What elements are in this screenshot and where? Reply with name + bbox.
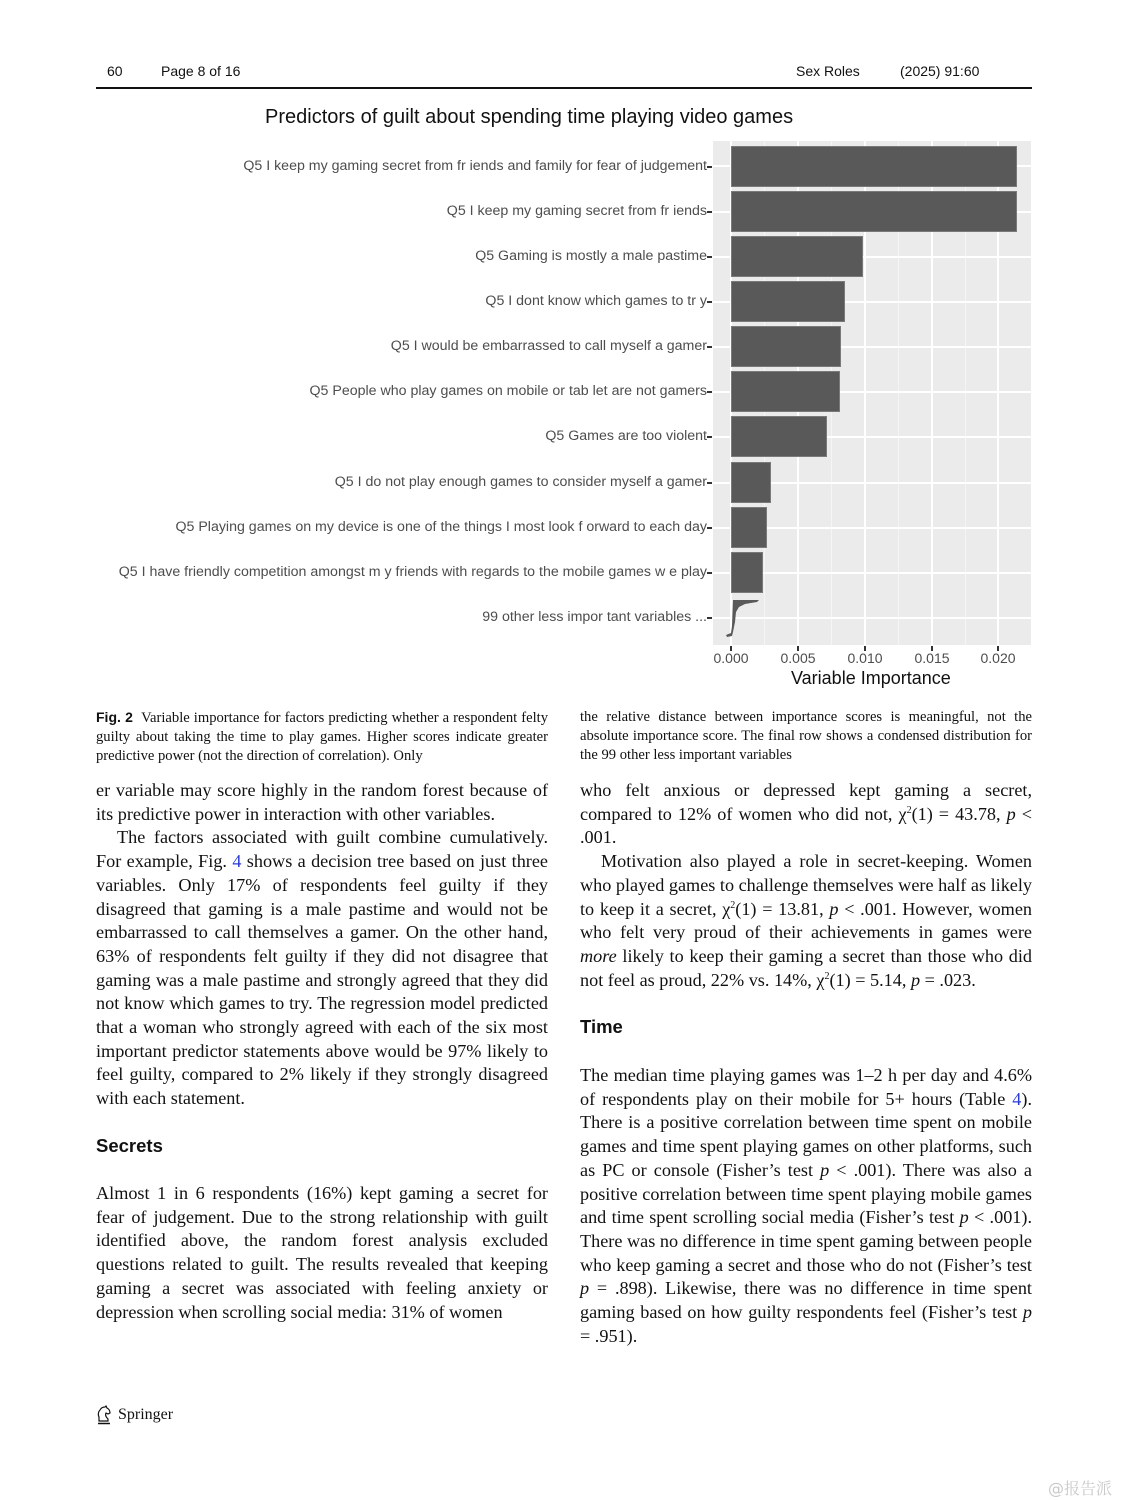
y-tick [707, 166, 712, 168]
y-label: 99 other less impor tant variables ... [482, 609, 707, 625]
figure-link[interactable]: 4 [232, 851, 242, 872]
paragraph: Motivation also played a role in secret-keeping. Women who played games to challenge themselves were half as likely to keep it a secret, $\chi^2(1) = 13.81$, p < .001. However, women who felt very proud of their achievements in games were more likely to keep their gaming a secret than those who did not feel as proud, 22% vs. 14%, $\chi^2(1) = 5.14$, p = .023. [580, 851, 1033, 990]
x-label: 0.000 [713, 650, 749, 666]
y-label: Q5 I dont know which games to tr y [485, 293, 707, 309]
y-label: Q5 I have friendly competition amongst m y friends with regards to the mobile games w e play [118, 564, 707, 580]
page-number: 60 [107, 63, 123, 79]
y-label: Q5 Playing games on my device is one of the things I most look f orward to each day [175, 519, 707, 535]
bar [731, 462, 771, 503]
x-label: 0.020 [980, 650, 1016, 666]
distribution-shape [713, 596, 773, 641]
figure-label: Fig. 2 [96, 709, 133, 725]
y-label: Q5 Games are too violent [545, 428, 707, 444]
table-link[interactable]: 4 [1012, 1088, 1022, 1109]
section-heading-secrets: Secrets [96, 1135, 163, 1156]
y-label: Q5 I keep my gaming secret from fr iends and family for fear of judgement [243, 158, 707, 174]
right-column-time [580, 1064, 1032, 1348]
y-label: Q5 I do not play enough games to consider myself a gamer [334, 474, 707, 490]
x-axis-title: Variable Importance [791, 668, 951, 688]
y-tick [707, 572, 712, 574]
bar [731, 191, 1017, 232]
caption-text: Variable importance for factors predicting whether a respondent felty guilty about taking the time to play games. Higher scores indicate greater predictive power (not the direction of correlation). Only [96, 710, 549, 764]
publisher-name: Springer [118, 1406, 174, 1423]
bar [731, 146, 1017, 187]
watermark: @报告派 [1048, 1479, 1113, 1498]
y-tick [707, 391, 712, 393]
y-tick [707, 527, 712, 529]
y-label: Q5 I would be embarrassed to call myself a gamer [390, 338, 707, 354]
bar [731, 416, 827, 457]
header-rule [96, 87, 1032, 89]
paragraph: The median time playing games was 1–2 h per day and 4.6% of respondents play on their mobile for 5+ hours (Table 4). There is a positive correlation between time spent on mobile games and time spent playing games on other platforms, such as PC or console (Fisher’s test p < .001). There was also a positive correlation between time spent playing mobile games and time spent scrolling social media (Fisher’s test p < .001). There was no difference in time spent gaming between people who keep gaming a secret and those who do not (Fisher’s test p = .898). Likewise, there was no difference in time spent gaming based on how guilty respondents feel (Fisher’s test p = .951). [580, 1065, 1032, 1346]
chart-panel [713, 141, 1031, 645]
chart-title: Predictors of guilt about spending time playing video games [265, 106, 794, 128]
paragraph: The factors associated with guilt combine cumulatively. For example, Fig. 4 shows a decision tree based on just three variables. Only 17% of respondents feel guilty if they disagreed that gaming is a male pastime and would not be embarrassed to call themselves a gamer. On the other hand, 63% of respondents felt guilty if they did not disagree that gaming was a male pastime and strongly agreed that they did not know which games to try. The regression model predicted that a woman who strongly agreed with each of the six most important predictor statements above would be 97% likely to feel guilty, compared to 2% likely if they strongly disagreed with each statement. [96, 827, 548, 1109]
bar [731, 326, 841, 367]
left-column [96, 779, 548, 1111]
y-label: Q5 I keep my gaming secret from fr iends [446, 203, 707, 219]
paragraph: who felt anxious or depressed kept gaming a secret, compared to 12% of women who did not, $\chi^2(1) = 43.78$, p < .001. [580, 780, 1032, 848]
x-label: 0.005 [780, 650, 816, 666]
y-tick [707, 211, 712, 213]
y-axis-labels [90, 141, 707, 645]
y-tick [707, 256, 712, 258]
x-label: 0.015 [914, 650, 950, 666]
figure-caption-right: the relative distance between importance scores is meaningful, not the absolute importance score. The final row shows a condensed distribution for the 99 other less important variables [580, 709, 1032, 763]
journal-name: Sex Roles [796, 63, 860, 79]
bar [731, 371, 840, 412]
y-tick [707, 617, 712, 619]
left-column-secrets [96, 1182, 548, 1324]
paragraph: Almost 1 in 6 respondents (16%) kept gaming a secret for fear of judgement. Due to the strong relationship with guilt identified above, the random forest analysis excluded questions related to guilt. The results revealed that keeping gaming a secret was associated with feeling anxiety or depression when scrolling social media: 31% of women [96, 1183, 548, 1322]
publisher-footer [96, 1405, 173, 1425]
y-tick [707, 482, 712, 484]
section-heading-time: Time [580, 1016, 623, 1037]
paragraph: er variable may score highly in the random forest because of its predictive power in interaction with other variables. [96, 780, 548, 824]
bar [731, 507, 767, 548]
springer-knight-icon [96, 1405, 112, 1425]
y-tick [707, 346, 712, 348]
figure-caption-left [96, 708, 548, 766]
x-label: 0.010 [847, 650, 883, 666]
y-tick [707, 436, 712, 438]
bar [731, 281, 845, 322]
y-label: Q5 Gaming is mostly a male pastime [475, 248, 707, 264]
bar [731, 236, 863, 277]
page-of: Page 8 of 16 [161, 63, 241, 79]
journal-citation: (2025) 91:60 [900, 63, 980, 79]
y-tick [707, 301, 712, 303]
right-column [580, 779, 1032, 992]
y-label: Q5 People who play games on mobile or tab let are not gamers [309, 383, 707, 399]
bar [731, 552, 763, 593]
